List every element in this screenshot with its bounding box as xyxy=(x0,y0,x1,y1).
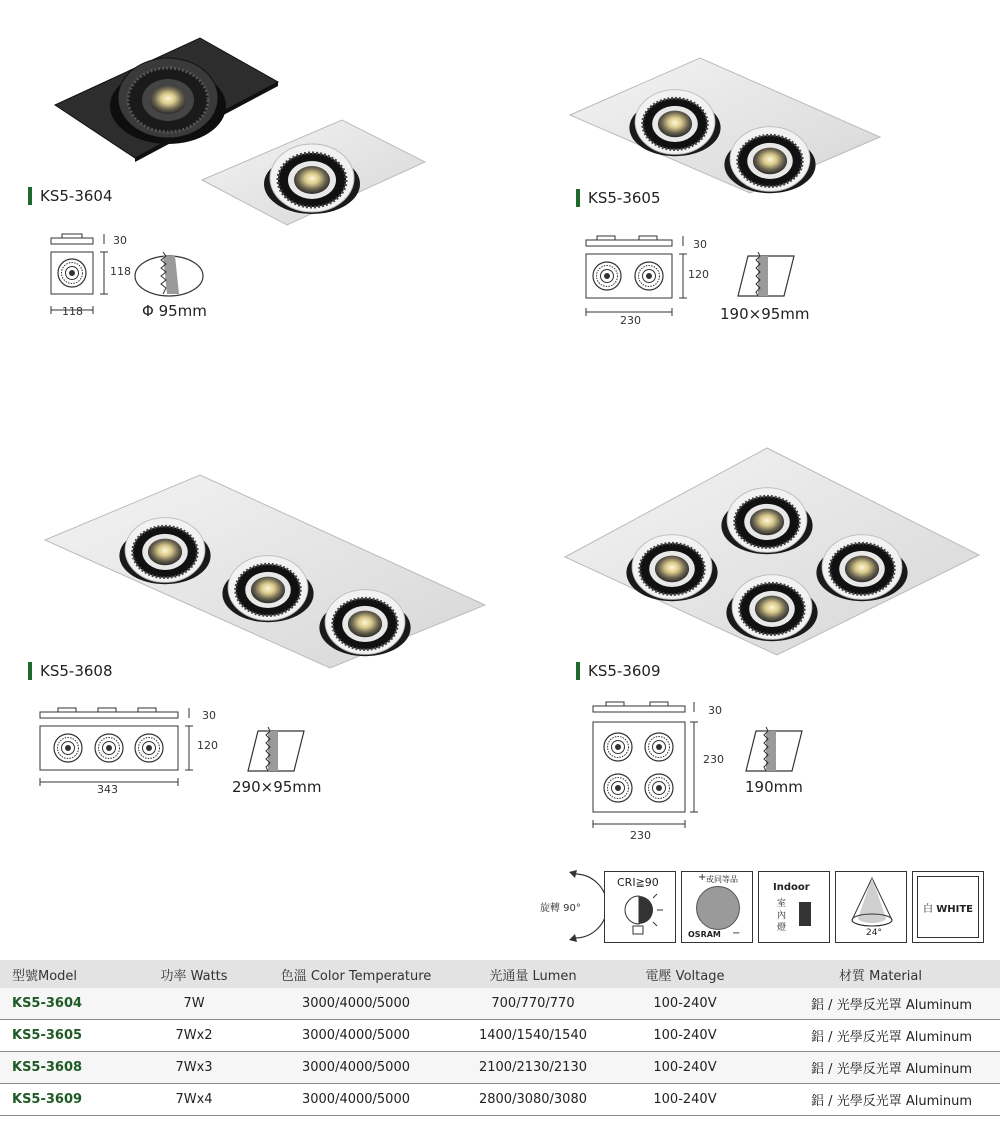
dim-bottom-ks5-3608: 343 xyxy=(97,783,118,796)
dimension-drawing-ks5-3609 xyxy=(588,700,703,835)
dim-side-ks5-3605: 120 xyxy=(688,268,709,281)
cell-lumen: 700/770/770 xyxy=(457,988,609,1020)
beam-cone-icon xyxy=(848,876,896,932)
dim-bottom-ks5-3609: 230 xyxy=(630,829,651,842)
cutout-icon-rect xyxy=(744,725,810,775)
cutout-icon-rect xyxy=(246,725,312,775)
table-row xyxy=(0,988,1000,1020)
dim-bottom-ks5-3605: 230 xyxy=(620,314,641,327)
accent-bar xyxy=(28,662,32,680)
cutout-icon-rect xyxy=(736,250,802,300)
white-en: WHITE xyxy=(936,904,973,915)
dim-side-ks5-3604: 118 xyxy=(110,265,131,278)
cell-voltage: 100-240V xyxy=(609,1052,761,1084)
cell-material: 鋁 / 光學反光罩 Aluminum xyxy=(761,1020,1000,1052)
cell-material: 鋁 / 光學反光罩 Aluminum xyxy=(761,1052,1000,1084)
cell-color-temp: 3000/4000/5000 xyxy=(255,1020,457,1052)
cri-label: CRI≧90 xyxy=(617,876,659,889)
product-image-ks5-3608 xyxy=(40,470,490,670)
cell-color-temp: 3000/4000/5000 xyxy=(255,988,457,1020)
cell-watts: 7Wx2 xyxy=(133,1020,255,1052)
cell-lumen: 2800/3080/3080 xyxy=(457,1084,609,1116)
header-lumen: 光通量 Lumen xyxy=(457,960,609,988)
model-label-ks5-3608 xyxy=(28,662,113,680)
plus-icon: + xyxy=(698,872,707,883)
model-name: KS5-3605 xyxy=(588,189,661,207)
beam-angle-icon-box xyxy=(835,871,907,943)
header-model: 型號Model xyxy=(0,960,133,988)
spec-table xyxy=(0,960,1000,1116)
white-zh: 白 xyxy=(923,904,934,915)
accent-bar xyxy=(576,662,580,680)
osram-label: OSRAM xyxy=(688,930,721,939)
cell-color-temp: 3000/4000/5000 xyxy=(255,1052,457,1084)
cell-model: KS5-3608 xyxy=(0,1052,133,1084)
indoor-label: Indoor xyxy=(773,882,810,893)
model-label-ks5-3604 xyxy=(28,187,113,205)
dim-bottom-ks5-3604: 118 xyxy=(62,305,83,318)
cutout-size-ks5-3605: 190×95mm xyxy=(720,305,810,323)
product-image-ks5-3605 xyxy=(565,55,885,195)
indoor-zh-3: 燈 xyxy=(777,923,787,933)
cutout-size-ks5-3608: 290×95mm xyxy=(232,778,322,796)
indoor-icon-box xyxy=(758,871,830,943)
cri-bulb-icon xyxy=(619,892,665,940)
cell-watts: 7Wx3 xyxy=(133,1052,255,1084)
rotate-label: 旋轉 90° xyxy=(540,903,581,914)
header-color-temp: 色溫 Color Temperature xyxy=(255,960,457,988)
table-row xyxy=(0,1052,1000,1084)
dim-side-ks5-3609: 230 xyxy=(703,753,724,766)
beam-angle-label: 24° xyxy=(866,928,882,938)
minus-icon: − xyxy=(732,928,741,939)
cell-color-temp: 3000/4000/5000 xyxy=(255,1084,457,1116)
header-material: 材質 Material xyxy=(761,960,1000,988)
cell-lumen: 2100/2130/2130 xyxy=(457,1052,609,1084)
cri-icon-box xyxy=(604,871,676,943)
cutout-size-ks5-3604: Φ 95mm xyxy=(142,302,207,320)
dimension-drawing-ks5-3605 xyxy=(583,232,693,324)
cell-voltage: 100-240V xyxy=(609,1020,761,1052)
dim-top-ks5-3608: 30 xyxy=(202,709,216,722)
cutout-icon-round xyxy=(133,248,205,300)
model-label-ks5-3609 xyxy=(576,662,661,680)
indoor-zh-2: 內 xyxy=(777,911,787,921)
table-row xyxy=(0,1084,1000,1116)
cell-watts: 7W xyxy=(133,988,255,1020)
header-voltage: 電壓 Voltage xyxy=(609,960,761,988)
cell-material: 鋁 / 光學反光罩 Aluminum xyxy=(761,1084,1000,1116)
model-label-ks5-3605 xyxy=(576,189,661,207)
indoor-zh-1: 室 xyxy=(777,899,787,909)
osram-chip-icon-box xyxy=(681,871,753,943)
model-name: KS5-3608 xyxy=(40,662,113,680)
cell-lumen: 1400/1540/1540 xyxy=(457,1020,609,1052)
cutout-size-ks5-3609: 190mm xyxy=(745,778,803,796)
dim-top-ks5-3609: 30 xyxy=(708,704,722,717)
cell-voltage: 100-240V xyxy=(609,988,761,1020)
table-row xyxy=(0,1020,1000,1052)
model-name: KS5-3609 xyxy=(588,662,661,680)
dim-top-ks5-3605: 30 xyxy=(693,238,707,251)
cell-voltage: 100-240V xyxy=(609,1084,761,1116)
cell-model: KS5-3604 xyxy=(0,988,133,1020)
cell-material: 鋁 / 光學反光罩 Aluminum xyxy=(761,988,1000,1020)
osram-badge: 或同等品 xyxy=(706,875,738,884)
dim-side-ks5-3608: 120 xyxy=(197,739,218,752)
product-image-ks5-3609 xyxy=(562,445,982,660)
cell-model: KS5-3605 xyxy=(0,1020,133,1052)
dim-top-ks5-3604: 30 xyxy=(113,234,127,247)
cell-watts: 7Wx4 xyxy=(133,1084,255,1116)
indoor-switch-icon xyxy=(799,902,811,926)
chip-circle xyxy=(696,886,740,930)
cell-model: KS5-3609 xyxy=(0,1084,133,1116)
table-header-row xyxy=(0,960,1000,988)
dimension-drawing-ks5-3608 xyxy=(38,702,198,794)
accent-bar xyxy=(576,189,580,207)
model-name: KS5-3604 xyxy=(40,187,113,205)
white-color-icon-box xyxy=(912,871,984,943)
header-watts: 功率 Watts xyxy=(133,960,255,988)
accent-bar xyxy=(28,187,32,205)
white-label xyxy=(913,900,983,915)
